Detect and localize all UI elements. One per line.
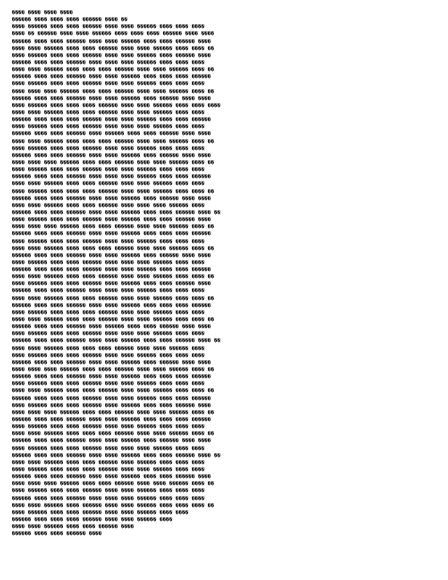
document-line: ������ ���� ���� ���� ������ ���� �� [12, 17, 128, 24]
document-line: ���� ���� ������ ���� ���� ������ ���� ���� ������ ���� ���� [12, 109, 205, 116]
document-line: ������ ���� ���� ������ ���� ���� ������ ���� ������ ���� ���� [12, 95, 211, 102]
document-line: ���� ���� ������ ���� ������ ���� ���� ������ ���� ���� ���� �� [12, 502, 215, 509]
document-line: ������ ���� ���� ������ ���� ������ ���� ���� ������ ���� ���� [12, 324, 211, 331]
document-line: ������ ���� ���� ������ ���� ���� ���� ������ ���� ���� ���� [12, 288, 205, 295]
document-line: ������ ���� ���� ������ ���� ���� ���� ������ ���� ���� ������ [12, 174, 211, 181]
document-line: ������ ���� ���� ������ ���� ���� ������ ���� ������ ���� ���� [12, 438, 211, 445]
document-line: ������ ���� ���� ������ ���� ���� ������ ���� ���� ���� ������ [12, 417, 211, 424]
document-line: ������ ���� ���� ������ ���� ���� ������ ���� ���� ������ ���� �� [12, 338, 221, 345]
document-line: ������ ���� ���� ������ ���� ���� ������ ���� ���� ������ ���� �� [12, 209, 221, 216]
document-line: ���� ������ ���� ���� ������ ���� ���� ������ ���� ���� ���� [12, 145, 205, 152]
document-line: ���� ������ ���� ���� ������ ���� ���� ���� ������ ���� ���� [12, 445, 205, 452]
document-line: ���� ������ ���� ���� ���� ������ ���� ���� ������ ���� ���� [12, 309, 205, 316]
document-line: ���� ���� ���� ������ ���� ���� ������ ���� ���� ������ ���� �� [12, 409, 215, 416]
document-line: ������ ���� ���� ������ ���� ���� ������ ���� ���� ������ ���� �� [12, 452, 221, 459]
document-line: ���� ������ ���� ���� ������ ���� ���� ������ ���� ���� ���� [12, 424, 205, 431]
document-line: ���� ���� ���� ������ ���� ���� ������ ���� ���� ������ ���� �� [12, 224, 215, 231]
document-line: ������ ���� ���� ���� ������ ���� ���� ������ ���� ���� ������ [12, 395, 211, 402]
document-line: ���� ���� ������ ���� ���� ������ ���� ������ ���� ���� ���� [12, 459, 205, 466]
document-line: ������ ���� ���� ������ ���� ���� ������ ���� ���� ���� ������ [12, 302, 211, 309]
document-line: ������ ���� ���� ������ ���� ���� ������ ���� ������ ���� ���� [12, 359, 211, 366]
document-line: ���� ������ ���� ���� ������ ���� ���� ������ ���� ���� ���� [12, 352, 205, 359]
document-line: ���� ������ ���� ���� ������ ���� ���� ������ ���� ���� [12, 509, 189, 516]
document-line: ���� ���� ������ ���� ���� ������ ���� ���� ���� ������ ���� [12, 202, 205, 209]
document-line: ���� ���� ������ ���� ���� ������ ���� [12, 524, 134, 531]
document-line: ���� ���� ������ ���� ���� ���� ������ ���� ���� ������ ���� �� [12, 67, 215, 74]
document-line: ���� ������ ���� ���� ������ ���� ���� ������ ���� ������ ���� [12, 52, 211, 59]
document-line: ���� ���� ������ ���� ���� ���� ������ ���� ���� ������ ���� �� [12, 431, 215, 438]
document-line: ���� ���� ������ ���� ���� ������ ���� ���� ������ ���� ���� �� [12, 317, 215, 324]
document-line: ������ ���� ���� ���� ������ ���� ���� ������ ���� ���� ������ [12, 267, 211, 274]
document-line: ���� ���� ������ ���� ���� ������ ���� ���� ������ ���� ���� �� [12, 274, 215, 281]
document-line: ���� ������ ���� ���� ������ ���� ������ ���� ���� ������ ���� [12, 281, 211, 288]
document-line: ������ ���� ���� ������ ���� ���� ������ ���� ���� ���� ������ [12, 374, 211, 381]
document-line: ������ ���� ���� ������ ���� ���� ���� ������ ���� ���� ���� [12, 59, 205, 66]
document-line: ���� ���� ������ ���� ���� ���� ������ ���� ���� ������ ���� �� [12, 138, 215, 145]
document-line: ������ ���� ���� ������ ���� ���� ������ ���� ������ ���� ���� [12, 152, 211, 159]
document-line: ���� ���� ������ ���� ���� ������ ���� ���� ������ ���� ���� �� [12, 388, 215, 395]
document-line: ���� ���� ���� ������ ���� ���� ������ ���� ���� ������ ���� �� [12, 88, 215, 95]
document-line: ���� ���� ������ ���� ���� ������ ���� ���� ������ ���� ���� �� [12, 295, 215, 302]
document-line: ���� ������ ���� ���� ������ ���� ���� ���� ������ ���� ���� [12, 124, 205, 131]
document-line: ���� ���� ������ ���� ���� ������ ���� ���� ������ ���� ���� [12, 181, 205, 188]
document-line: ���� ������ ���� ���� ������ ���� ���� ������ ���� ���� ���� [12, 381, 205, 388]
document-line: ���� ������ ���� ���� ������ ���� ���� ������ ���� ���� ���� [12, 24, 205, 31]
document-line: ������ ���� ���� ������ ���� ������ ���� ���� ������ ���� ���� [12, 131, 211, 138]
document-line: ������ ���� ���� ������ ���� [12, 531, 102, 538]
document-line: ���� ������ ���� ���� ������ ���� ���� ���� ������ ���� ���� [12, 331, 205, 338]
document-line: ������ ���� ���� ������ ���� ���� ������ ���� ������ ���� ���� [12, 195, 211, 202]
document-line: ���� ������ ���� ���� ���� ������ ���� ���� ������ ���� ���� [12, 467, 205, 473]
document-line: ���� ������ ���� ���� ������ ���� ���� ������ ���� ���� ���� [12, 238, 205, 245]
document-line: ���� ������ ���� ���� ������ ���� ���� ������ ���� ���� ���� [12, 167, 205, 174]
document-line: ������ ���� ���� ������ ���� ���� ������ ���� ���� ���� ������ [12, 74, 211, 81]
document-line: ���� ������ ���� ���� ���� ������ ���� ���� ������ ���� ���� ���� [12, 102, 221, 109]
document-line: ���� ���� ���� ������ ���� ���� ������ ���� ���� ������ ���� �� [12, 159, 215, 166]
document-line: ���� ������ ���� ���� ������ ���� ���� ���� ������ ���� ���� [12, 259, 205, 266]
document-line: ������ ���� ���� ������ ���� ���� ������ ���� ���� ������ ���� [12, 38, 211, 45]
document-line: ���� ���� ������ ���� ���� ���� ������ ���� ���� ������ ���� [12, 345, 205, 352]
document-line: ���� ���� ���� ���� [12, 10, 73, 16]
document-line: ������ ���� ���� ������ ���� ���� ������ ���� ���� ���� ������ [12, 231, 211, 238]
document-line: ���� ������ ���� ���� ���� ������ ���� ���� ������ ���� ���� �� [12, 188, 215, 195]
document-line: ���� ���� ���� ������ ���� ���� ������ ���� ���� ������ ���� �� [12, 481, 215, 488]
document-line: ���� ������ ���� ���� ������ ���� ������ ���� ���� ������ ���� [12, 402, 211, 409]
document-line: ������ ���� ���� ������ ���� ���� ������ ���� ���� ������ ���� [12, 474, 211, 481]
document-line: ���� ������ ���� ���� ������ ���� ������ ���� ���� ������ ���� [12, 217, 211, 224]
document-line: ������ ���� ���� ������ ���� ���� ���� ������ ���� ���� ���� [12, 495, 205, 502]
document-line: ������ ���� ���� ������ ���� ���� ������ ���� ������ ���� ���� [12, 252, 211, 259]
document-line: ���� ���� ������ ���� ���� ������ ���� ���� ������ ���� ���� �� [12, 45, 215, 52]
document-line: ������ ���� ���� ���� ������ ���� ���� ������ ���� ���� ������ [12, 117, 211, 124]
document-line: ���� �� ������ ���� ���� ������ ���� ���� ���� ������ ���� ���� [12, 31, 215, 38]
document-line: ���� ������ ���� ���� ������ ���� ���� ������ ���� ���� ���� [12, 488, 205, 495]
document-line: ���� ���� ���� ������ ���� ���� ������ ���� ���� ������ ���� �� [12, 367, 215, 374]
document-body-text [12, 10, 436, 538]
document-line: ������ ���� ���� ���� ������ ���� ���� ������ ���� [12, 516, 173, 523]
document-line: ���� ���� ������ ���� ���� ���� ������ ���� ���� ������ ���� �� [12, 245, 215, 252]
document-line: ���� ������ ���� ���� ������ ���� ���� ������ ���� ���� ���� [12, 81, 205, 88]
